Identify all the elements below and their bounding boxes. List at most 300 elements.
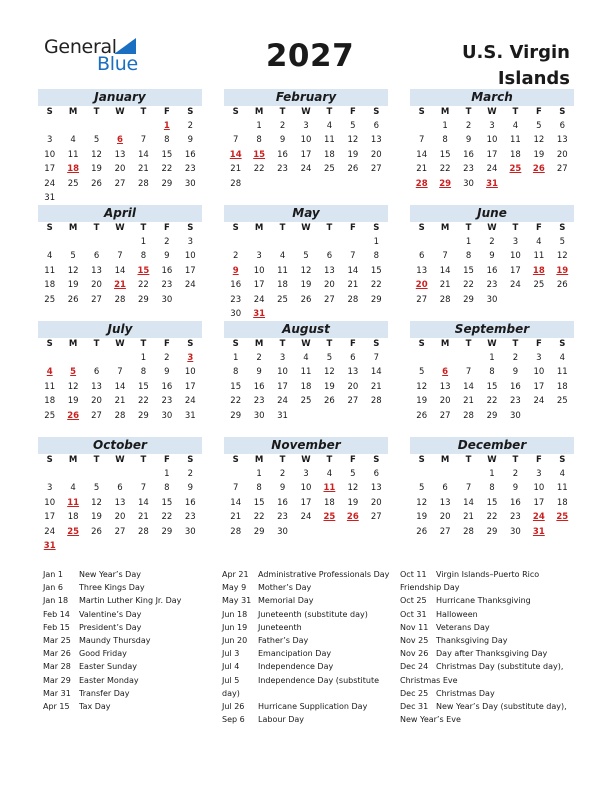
day: 3: [279, 353, 286, 363]
holiday-name: Administrative Professionals Day: [258, 570, 390, 579]
weekday-label: S: [232, 223, 239, 233]
day-grid: [224, 338, 388, 423]
day: 19: [533, 149, 545, 160]
day: 22: [486, 512, 498, 523]
day: 19: [324, 381, 335, 392]
day: 5: [93, 483, 100, 494]
day: 30: [161, 294, 173, 305]
weekday-label: T: [465, 339, 472, 349]
weekday-label: W: [301, 107, 311, 117]
day: 23: [277, 512, 288, 523]
day: 25: [44, 410, 56, 421]
day: 28: [347, 294, 359, 305]
empty-cell: [85, 467, 108, 481]
day: 24: [44, 526, 56, 537]
day: 11: [44, 381, 56, 392]
weekday-label: W: [115, 339, 125, 349]
weekday-label: M: [68, 455, 78, 465]
day: 2: [279, 121, 286, 131]
holiday-date: Jul 4: [222, 662, 240, 672]
day: 9: [512, 367, 519, 378]
empty-cell: [61, 119, 84, 133]
weekday-label: T: [465, 455, 472, 465]
holiday-name: Veterans Day: [436, 622, 490, 632]
holiday-name: Easter Sunday: [79, 662, 137, 672]
day: 30: [253, 410, 265, 421]
month-name: August: [224, 321, 388, 338]
day: 12: [416, 497, 428, 508]
day: 9: [279, 135, 286, 146]
holiday-entry: [43, 660, 215, 673]
holiday-name: Tax Day: [79, 702, 111, 712]
day: 8: [373, 251, 379, 262]
empty-cell: [410, 351, 433, 365]
weekday-label: T: [512, 223, 519, 233]
day: 20: [439, 512, 451, 523]
holiday-date: Sep 6: [222, 715, 245, 725]
day: 2: [512, 469, 519, 479]
day: 5: [350, 121, 356, 131]
empty-cell: [38, 467, 61, 481]
empty-cell: [108, 351, 131, 365]
holiday-entry: [400, 594, 572, 607]
holiday-name: Labour Day: [258, 715, 305, 725]
holiday-day: 6: [442, 367, 449, 378]
day: 7: [117, 367, 123, 378]
holiday-name: Transfer Day: [79, 688, 130, 698]
day: 9: [279, 483, 286, 494]
day: 31: [277, 410, 288, 421]
empty-cell: [85, 351, 108, 365]
day: 17: [184, 265, 196, 276]
day: 24: [44, 178, 56, 189]
day: 11: [44, 265, 56, 276]
day: 17: [277, 381, 288, 392]
day: 3: [536, 353, 542, 363]
empty-cell: [341, 235, 364, 249]
weekday-label: S: [559, 455, 566, 465]
day: 21: [230, 164, 242, 175]
day: 14: [114, 265, 126, 276]
day: 7: [465, 367, 472, 378]
empty-cell: [38, 235, 61, 249]
day: 3: [303, 121, 309, 131]
day: 22: [439, 164, 451, 175]
day: 24: [486, 164, 498, 175]
holiday-name: Martin Luther King Jr. Day: [79, 596, 182, 606]
day: 2: [164, 237, 170, 247]
day: 29: [138, 410, 149, 421]
holiday-entry: [43, 581, 215, 594]
day: 2: [256, 353, 262, 363]
holiday-day: 26: [67, 410, 80, 421]
day: 17: [300, 497, 312, 508]
weekday-label: S: [559, 339, 566, 349]
weekday-label: T: [465, 107, 472, 117]
holiday-entry: [43, 568, 215, 581]
holiday-list-column-1: [43, 568, 215, 713]
day: 25: [44, 294, 56, 305]
holiday-name: Maundy Thursday: [79, 636, 151, 646]
day: 29: [253, 526, 265, 537]
empty-cell: [271, 235, 294, 249]
day: 3: [187, 237, 193, 247]
day: 4: [70, 135, 76, 146]
month-name: February: [224, 89, 388, 106]
empty-cell: [457, 467, 480, 481]
day: 17: [510, 265, 521, 276]
day: 10: [486, 135, 498, 146]
day: 12: [556, 251, 568, 262]
day: 17: [44, 164, 56, 175]
weekday-label: S: [373, 223, 380, 233]
weekday-label: S: [232, 107, 239, 117]
holiday-entry: [400, 713, 572, 726]
holiday-name: New Year’s Day: [79, 570, 141, 579]
day: 29: [486, 410, 498, 421]
month-name: April: [38, 205, 202, 222]
holiday-day: 4: [46, 367, 53, 378]
day: 20: [91, 280, 102, 291]
weekday-label: T: [140, 107, 147, 117]
day: 23: [184, 164, 196, 175]
day: 6: [442, 483, 448, 494]
day: 17: [44, 512, 56, 523]
day: 8: [256, 135, 262, 146]
day: 14: [463, 381, 474, 392]
weekday-label: T: [93, 107, 100, 117]
empty-cell: [410, 119, 433, 133]
day: 16: [510, 381, 521, 392]
weekday-label: F: [349, 107, 356, 117]
day: 1: [442, 121, 448, 131]
day: 1: [489, 353, 495, 363]
day: 8: [164, 135, 170, 146]
weekday-label: T: [326, 455, 333, 465]
holiday-day: 9: [232, 265, 239, 276]
weekday-label: F: [535, 223, 542, 233]
day: 26: [556, 280, 568, 291]
day: 14: [416, 149, 428, 160]
day: 22: [370, 280, 382, 291]
holiday-date: Mar 29: [43, 675, 71, 685]
day: 17: [253, 280, 265, 291]
holiday-day: 31: [532, 526, 545, 537]
day: 1: [140, 353, 147, 363]
holiday-date: Oct 11: [400, 570, 427, 579]
day: 3: [536, 469, 542, 479]
day: 19: [300, 280, 312, 291]
day: 16: [486, 265, 498, 276]
day: 12: [416, 381, 428, 392]
holiday-name: Day after Thanksgiving Day: [436, 649, 548, 659]
day: 19: [91, 164, 102, 175]
empty-cell: [85, 119, 108, 133]
weekday-label: W: [487, 223, 497, 233]
holiday-date: Apr 15: [43, 702, 70, 712]
holiday-name: President’s Day: [79, 622, 142, 632]
holiday-day: 31: [43, 540, 56, 551]
weekday-label: S: [559, 107, 566, 117]
day: 23: [161, 280, 173, 291]
day: 27: [439, 526, 451, 537]
weekday-label: W: [301, 339, 311, 349]
day: 11: [533, 251, 545, 262]
day: 11: [67, 149, 79, 160]
month-name: July: [38, 321, 202, 338]
empty-cell: [410, 467, 433, 481]
day: 23: [161, 396, 173, 407]
empty-cell: [294, 235, 317, 249]
day: 29: [486, 526, 498, 537]
holiday-day: 26: [346, 512, 359, 523]
holiday-date: Jun 20: [222, 636, 248, 646]
weekday-label: S: [418, 107, 425, 117]
day: 18: [324, 497, 335, 508]
day: 16: [510, 497, 521, 508]
day: 5: [93, 135, 100, 146]
month-april: [38, 205, 202, 307]
weekday-label: W: [301, 455, 311, 465]
holiday-name: Valentine’s Day: [79, 609, 142, 619]
holiday-entry: [222, 608, 394, 621]
weekday-label: F: [349, 455, 356, 465]
day: 21: [416, 164, 428, 175]
weekday-label: T: [140, 223, 147, 233]
weekday-label: F: [163, 107, 170, 117]
day: 27: [91, 410, 102, 421]
day: 22: [161, 512, 173, 523]
day: 4: [536, 237, 542, 247]
holiday-day: 21: [114, 280, 126, 291]
day: 21: [114, 396, 126, 407]
weekday-label: T: [326, 339, 333, 349]
day-grid: [38, 222, 202, 307]
holiday-name: Emancipation Day: [258, 649, 332, 659]
day: 19: [416, 396, 428, 407]
day: 21: [370, 381, 382, 392]
day: 1: [233, 353, 239, 363]
day: 5: [326, 353, 333, 363]
holiday-name: Three Kings Day: [79, 583, 145, 593]
day: 16: [184, 497, 196, 508]
holiday-entry: [43, 700, 215, 713]
day: 1: [465, 237, 472, 247]
holiday-name: Mother’s Day: [258, 583, 312, 593]
day-grid: [224, 222, 388, 321]
weekday-label: T: [279, 107, 286, 117]
day: 23: [277, 164, 288, 175]
day: 24: [184, 280, 196, 291]
month-may: [224, 205, 388, 321]
day: 15: [463, 265, 474, 276]
day: 21: [138, 512, 149, 523]
empty-cell: [410, 235, 433, 249]
weekday-label: M: [68, 339, 78, 349]
day: 6: [350, 353, 356, 363]
holiday-date: Jun 19: [222, 622, 248, 632]
holiday-date: May 31: [222, 596, 252, 606]
day: 27: [91, 294, 102, 305]
day: 27: [114, 526, 126, 537]
weekday-label: T: [93, 339, 100, 349]
holiday-day: 15: [137, 265, 150, 276]
day: 7: [373, 353, 379, 363]
holiday-date: Nov 25: [400, 636, 429, 646]
day: 4: [70, 483, 76, 494]
day: 10: [184, 251, 196, 262]
day: 17: [533, 497, 545, 508]
day: 21: [463, 396, 474, 407]
holiday-day: 29: [439, 178, 452, 189]
month-name: March: [410, 89, 574, 106]
logo-triangle-icon: [114, 38, 136, 54]
day: 4: [47, 251, 53, 262]
holiday-entry: [43, 621, 215, 634]
holiday-name-continued: Christmas Eve: [400, 675, 458, 685]
day: 3: [512, 237, 519, 247]
day: 20: [556, 149, 568, 160]
holiday-entry: [222, 581, 394, 594]
day: 13: [370, 483, 382, 494]
day: 7: [233, 483, 239, 494]
day: 19: [67, 280, 79, 291]
weekday-label: T: [93, 455, 100, 465]
day: 20: [370, 149, 382, 160]
holiday-entry: [43, 674, 215, 687]
month-name: November: [224, 437, 388, 454]
day: 10: [253, 265, 265, 276]
holiday-name: Halloween: [436, 609, 478, 619]
day-grid: [410, 454, 574, 539]
day: 11: [324, 135, 335, 146]
day: 2: [187, 469, 193, 479]
day: 26: [91, 526, 102, 537]
day: 16: [161, 381, 173, 392]
day: 4: [512, 121, 519, 131]
weekday-label: T: [326, 223, 333, 233]
weekday-label: S: [46, 339, 53, 349]
day: 26: [324, 396, 335, 407]
day-grid: [224, 106, 388, 191]
day: 9: [164, 367, 170, 378]
day: 19: [347, 497, 359, 508]
weekday-label: S: [418, 223, 425, 233]
weekday-label: M: [440, 455, 450, 465]
logo: [44, 36, 144, 76]
empty-cell: [224, 235, 247, 249]
holiday-entry: [400, 621, 572, 634]
weekday-label: M: [254, 455, 264, 465]
day: 20: [114, 512, 126, 523]
day: 10: [277, 367, 288, 378]
day: 5: [303, 251, 309, 262]
empty-cell: [108, 467, 131, 481]
day: 27: [416, 294, 428, 305]
holiday-date: Mar 31: [43, 688, 71, 698]
holiday-name-continued: Friendship Day: [400, 583, 460, 593]
day: 20: [370, 497, 382, 508]
empty-cell: [85, 235, 108, 249]
weekday-label: W: [487, 107, 497, 117]
day: 31: [44, 192, 56, 203]
day: 2: [512, 353, 519, 363]
weekday-label: S: [187, 107, 194, 117]
day: 10: [510, 251, 521, 262]
day: 19: [67, 396, 79, 407]
country-line-1: U.S. Virgin: [461, 42, 570, 63]
holiday-entry: [222, 713, 394, 726]
weekday-label: T: [512, 455, 519, 465]
month-name: October: [38, 437, 202, 454]
weekday-label: T: [465, 223, 472, 233]
month-name: January: [38, 89, 202, 106]
day: 15: [486, 497, 498, 508]
day: 4: [326, 469, 333, 479]
day: 13: [114, 497, 126, 508]
empty-cell: [61, 235, 84, 249]
holiday-entry: [400, 687, 572, 700]
holiday-name-continued: day): [222, 688, 240, 698]
day: 14: [114, 381, 126, 392]
holiday-entry: [222, 647, 394, 660]
day: 13: [324, 265, 335, 276]
holiday-entry: [43, 647, 215, 660]
empty-cell: [38, 351, 61, 365]
day: 16: [463, 149, 474, 160]
day: 29: [370, 294, 382, 305]
empty-cell: [132, 119, 155, 133]
weekday-label: F: [349, 223, 356, 233]
holiday-day: 28: [415, 178, 428, 189]
day: 6: [559, 121, 565, 131]
holiday-day: 1: [163, 121, 170, 131]
weekday-label: T: [279, 223, 286, 233]
day: 5: [350, 469, 356, 479]
day: 29: [161, 526, 173, 537]
empty-cell: [318, 235, 341, 249]
day: 30: [510, 526, 521, 537]
day: 22: [138, 396, 149, 407]
day: 12: [347, 135, 359, 146]
day: 14: [347, 265, 359, 276]
holiday-date: Feb 14: [43, 609, 70, 619]
holiday-date: Dec 31: [400, 702, 429, 712]
weekday-label: F: [163, 223, 170, 233]
day: 6: [117, 483, 123, 494]
day: 7: [465, 483, 472, 494]
day: 21: [439, 280, 451, 291]
day: 14: [138, 497, 149, 508]
day-grid: [38, 106, 202, 205]
day: 28: [463, 526, 474, 537]
day: 15: [370, 265, 382, 276]
holiday-list-column-3: [400, 568, 572, 726]
holiday-day: 31: [253, 308, 266, 319]
day: 3: [47, 483, 53, 494]
day: 7: [442, 251, 448, 262]
day: 5: [559, 237, 565, 247]
day: 23: [184, 512, 196, 523]
day: 27: [370, 164, 382, 175]
holiday-name: New Year’s Day (substitute day),: [436, 702, 567, 712]
day: 12: [300, 265, 312, 276]
day: 22: [253, 512, 265, 523]
weekday-label: W: [115, 455, 125, 465]
day: 15: [230, 381, 242, 392]
day: 25: [324, 164, 335, 175]
day: 2: [279, 469, 286, 479]
